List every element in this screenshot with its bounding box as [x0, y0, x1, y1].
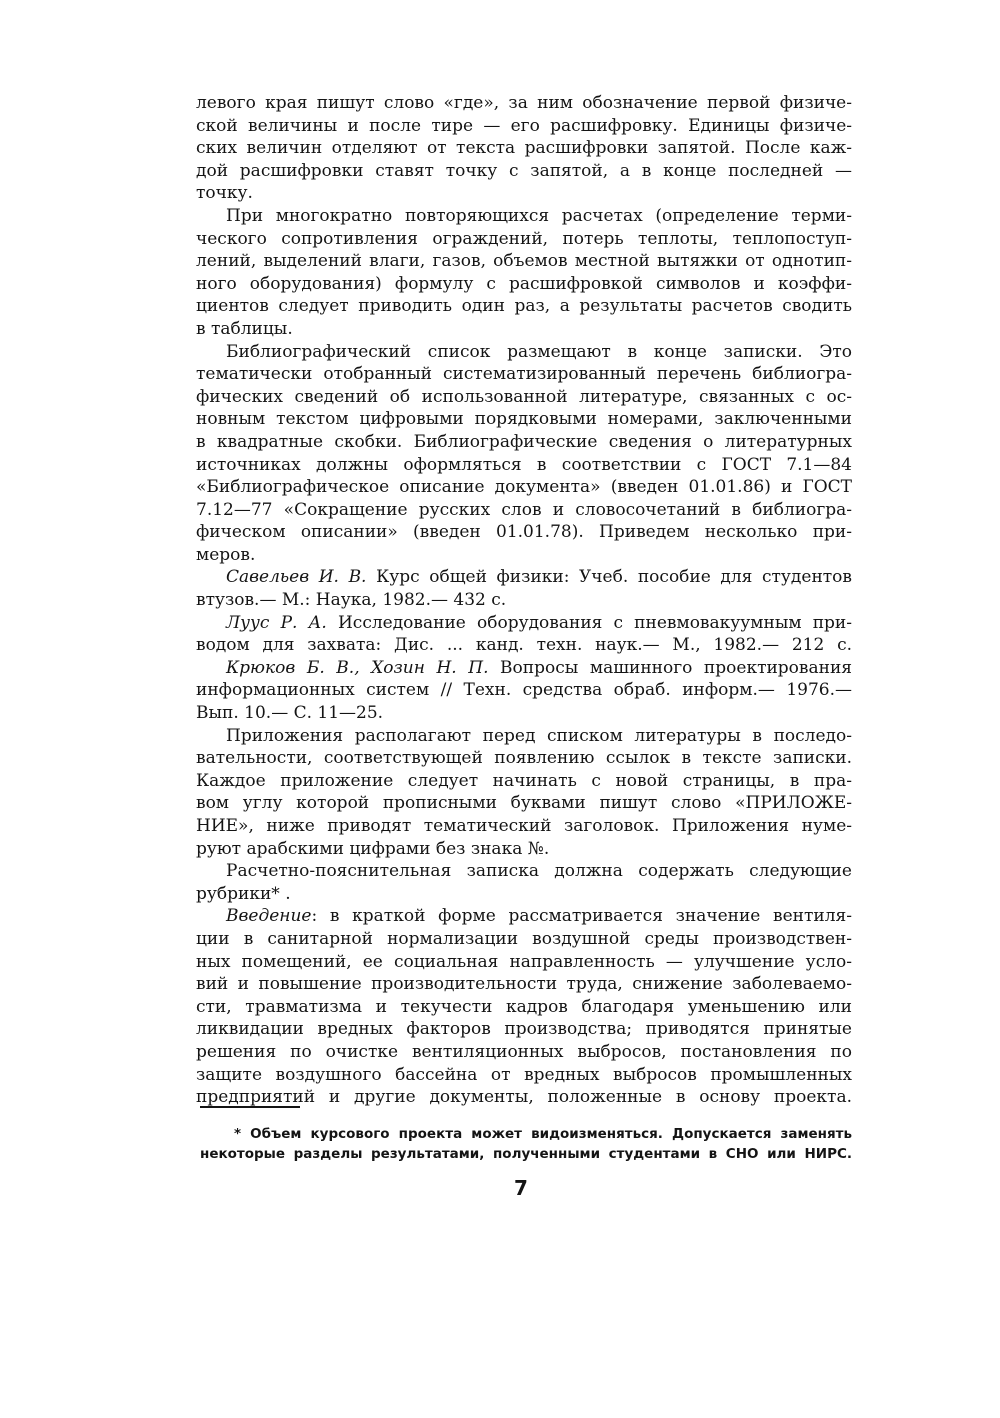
bib-authors: Крюков Б. В., Хозин Н. П. [226, 657, 489, 678]
text-line [196, 905, 852, 928]
paragraph-rubrics [196, 860, 852, 905]
section-text: : в краткой форме рассматривается значение вентиля- [311, 906, 852, 927]
page-number: 7 [514, 1176, 528, 1200]
text-line: Расчетно-пояснительная записка должна содержать следующие [226, 861, 852, 882]
text-line: НИЕ», ниже приводят тематический заголовок. Приложения нуме- [196, 816, 852, 836]
footnote-line: * Объем курсового проекта может видоизменяться. Допускается заменять [234, 1126, 852, 1142]
text-line: решения по очистке вентиляционных выбросов, постановления по [196, 1041, 852, 1062]
text-line: в таблицы. [196, 318, 293, 339]
text-line: Каждое приложение следует начинать с новой страницы, в пра- [196, 770, 852, 791]
text-line: новным текстом цифровыми порядковыми номерами, заключенными [196, 409, 852, 430]
text-line: ции в санитарной нормализации воздушной среды производствен- [196, 928, 852, 949]
text-line: лений, выделений влаги, газов, объемов местной вытяжки от однотип- [196, 251, 852, 272]
bibliography-entry [196, 657, 852, 725]
text-line: вом углу которой прописными буквами пишут слово «ПРИЛОЖЕ- [196, 793, 852, 814]
text-line: фическом описании» (введен 01.01.78). Приведем несколько при- [196, 522, 852, 543]
text-line: ческого сопротивления ограждений, потерь теплоты, теплопоступ- [196, 228, 852, 249]
text-line [196, 566, 852, 589]
text-line: вательности, соответствующей появлению ссылок в тексте записки. [196, 748, 852, 769]
text-line: втузов.— М.: Наука, 1982.— 432 с. [196, 590, 507, 611]
text-line: сти, травматизма и текучести кадров благодаря уменьшению или [196, 996, 852, 1017]
text-line: меров. [196, 544, 256, 565]
text-line [196, 657, 852, 680]
text-line: Приложения располагают перед списком литературы в последо- [226, 725, 852, 746]
text-line: вий и повышение производительности труда, снижение заболеваемо- [196, 974, 852, 995]
footnote-line: некоторые разделы результатами, полученными студентами в СНО или НИРС. [200, 1146, 852, 1162]
text-line: Библиографический список размещают в конце записки. Это [226, 341, 852, 362]
text-line: дой расшифровки ставят точку с запятой, а в конце последней — [196, 160, 852, 181]
bib-text: Вопросы машинного проектирования [488, 657, 853, 678]
text-line: рубрики* . [196, 883, 291, 904]
text-line: водом для захвата: Дис. ... канд. техн. наук.— М., 1982.— 212 с. [196, 635, 852, 656]
bibliography-entry [196, 566, 852, 611]
bib-text: Курс общей физики: Учеб. пособие для студентов [366, 567, 852, 588]
text-line: руют арабскими цифрами без знака №. [196, 838, 550, 859]
text-line [196, 612, 852, 635]
text-line: левого края пишут слово «где», за ним обозначение первой физиче- [196, 93, 852, 113]
paragraph-appendices [196, 725, 852, 861]
text-line: «Библиографическое описание документа» (введен 01.01.86) и ГОСТ [196, 477, 852, 498]
text-line: точку. [196, 183, 253, 204]
text-line: ных помещений, ее социальная направленность — улучшение усло- [196, 951, 852, 972]
text-line: 7.12—77 «Сокращение русских слов и словосочетаний в библиогра- [196, 499, 852, 520]
text-line: тематически отобранный систематизированный перечень библиогра- [196, 364, 852, 385]
text-line: циентов следует приводить один раз, а результаты расчетов сводить [196, 296, 852, 317]
bib-text: Исследование оборудования с пневмовакуумным при- [326, 612, 852, 633]
footnote [200, 1124, 852, 1164]
paragraph-introduction [196, 905, 852, 1108]
text-line: информационных систем // Техн. средства обраб. информ.— 1976.— [196, 680, 852, 701]
paragraph-bibliography [196, 341, 852, 567]
text-line: защите воздушного бассейна от вредных выбросов промышленных [196, 1064, 852, 1085]
text-line: фических сведений об использованной литературе, связанных с ос- [196, 386, 852, 407]
text-line: в квадратные скобки. Библиографические сведения о литературных [196, 431, 852, 452]
bib-authors: Луус Р. А. [226, 612, 327, 633]
paragraph-formula-explanation [196, 92, 852, 205]
text-line: ской величины и после тире — его расшифровку. Единицы физиче- [196, 115, 852, 136]
bib-authors: Савельев И. В. [226, 567, 367, 588]
text-line: ликвидации вредных факторов производства; приводятся принятые [196, 1019, 852, 1040]
text-line: источниках должны оформляться в соответствии с ГОСТ 7.1—84 [196, 454, 852, 475]
text-line: предприятий и другие документы, положенные в основу проекта. [196, 1087, 852, 1108]
bibliography-entry [196, 612, 852, 657]
text-line: ских величин отделяют от текста расшифровки запятой. После каж- [196, 138, 852, 159]
text-line: Вып. 10.— С. 11—25. [196, 703, 384, 724]
document-page [196, 92, 852, 1109]
footnote-divider [200, 1106, 300, 1108]
paragraph-repeated-calculations [196, 205, 852, 341]
text-line: При многократно повторяющихся расчетах (определение терми- [226, 205, 852, 226]
text-line: ного оборудования) формулу с расшифровкой символов и коэффи- [196, 273, 852, 294]
section-label: Введение [226, 906, 312, 927]
